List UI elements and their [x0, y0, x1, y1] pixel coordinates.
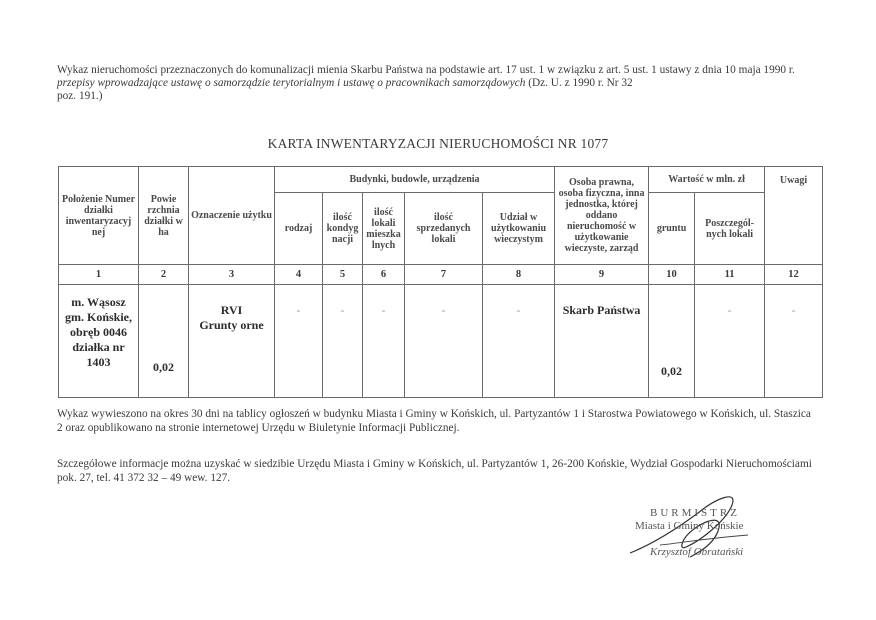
header-remarks: Uwagi [765, 167, 823, 265]
column-number: 1 [59, 265, 139, 285]
signature-subtitle: Miasta i Gminy Końskie [635, 520, 744, 532]
header-value-group: Wartość w mln. zł [649, 167, 765, 193]
info-paragraph: Szczegółowe informacje można uzyskać w siedzibie Urzędu Miasta i Gminy w Końskich, ul. Partyzantów 1, 26-200 Końskie, Wydział Gospodarki Nieruchomościami pok. 27, tel. 41 372 32 – 49 wew. 127. [57, 458, 812, 484]
cell-land-use [189, 285, 275, 398]
column-number: 12 [765, 265, 823, 285]
header-area: Powie rzchnia działki w ha [139, 167, 189, 265]
column-number: 6 [363, 265, 405, 285]
cell-perpetual-share: - [483, 285, 555, 398]
intro-act-title: przepisy wprowadzające ustawę o samorządzie terytorialnym i ustawę o pracownikach samorządowych [57, 77, 526, 89]
intro-paragraph [57, 64, 802, 103]
cell-remarks: - [765, 285, 823, 398]
cell-residential-units: - [363, 285, 405, 398]
column-number-row [59, 265, 823, 285]
document-title: KARTA INWENTARYZACJI NIERUCHOMOŚCI NR 1077 [267, 136, 609, 151]
column-number: 10 [649, 265, 695, 285]
column-number: 11 [695, 265, 765, 285]
signature-name: Krzysztof Obratański [650, 546, 744, 558]
cell-area: 0,02 [139, 285, 189, 398]
header-storeys: ilość kondyg nacji [323, 193, 363, 265]
header-buildings-group: Budynki, budowle, urządzenia [275, 167, 555, 193]
cell-type: - [275, 285, 323, 398]
column-number: 4 [275, 265, 323, 285]
land-use-name: Grunty orne [199, 318, 264, 332]
cell-storeys: - [323, 285, 363, 398]
notice-paragraph: Wykaz wywieszono na okres 30 dni na tablicy ogłoszeń w budynku Miasta i Gminy w Końskich, ul. Partyzantów 1 i Starostwa Powiatowego w Końskich, ul. Staszica 2 oraz opublikowano na stronie internetowej Urzędu w Biuletynie Informacji Publicznej. [57, 408, 811, 434]
signature-title: BURMISTRZ [650, 507, 740, 519]
header-land-value: gruntu [649, 193, 695, 265]
cell-unit-value: - [695, 285, 765, 398]
column-number: 9 [555, 265, 649, 285]
column-number: 5 [323, 265, 363, 285]
column-number: 3 [189, 265, 275, 285]
column-number: 2 [139, 265, 189, 285]
intro-position: poz. 191.) [57, 90, 103, 102]
header-perpetual-share: Udział w użytkowaniu wieczystym [483, 193, 555, 265]
column-number: 8 [483, 265, 555, 285]
header-residential-units: ilość lokali mieszka lnych [363, 193, 405, 265]
cell-land-value: 0,02 [649, 285, 695, 398]
cell-holder: Skarb Państwa [555, 285, 649, 398]
land-use-code: RVI [220, 303, 243, 317]
inventory-table [58, 166, 823, 398]
intro-line-1: Wykaz nieruchomości przeznaczonych do komunalizacji mienia Skarbu Państwa na podstawie art. 17 ust. 1 w związku z art. 5 ust. 1 ustawy z dnia [57, 64, 722, 76]
cell-sold-units: - [405, 285, 483, 398]
header-land-use: Oznaczenie użytku [189, 167, 275, 265]
header-sold-units: ilość sprzedanych lokali [405, 193, 483, 265]
header-unit-value: Poszczegól- nych lokali [695, 193, 765, 265]
header-holder: Osoba prawna, osoba fizyczna, inna jednostka, której oddano nieruchomość w użytkowanie wieczyste, zarząd [555, 167, 649, 265]
header-location: Położenie Numer działki inwentaryzacyj nej [59, 167, 139, 265]
intro-journal-ref: (Dz. U. z 1990 r. Nr 32 [528, 77, 633, 89]
cell-location: m. Wąsosz gm. Końskie, obręb 0046 działka nr 1403 [59, 285, 139, 398]
table-row [59, 285, 823, 398]
header-type: rodzaj [275, 193, 323, 265]
column-number: 7 [405, 265, 483, 285]
intro-date: 10 maja 1990 r. [724, 64, 795, 76]
